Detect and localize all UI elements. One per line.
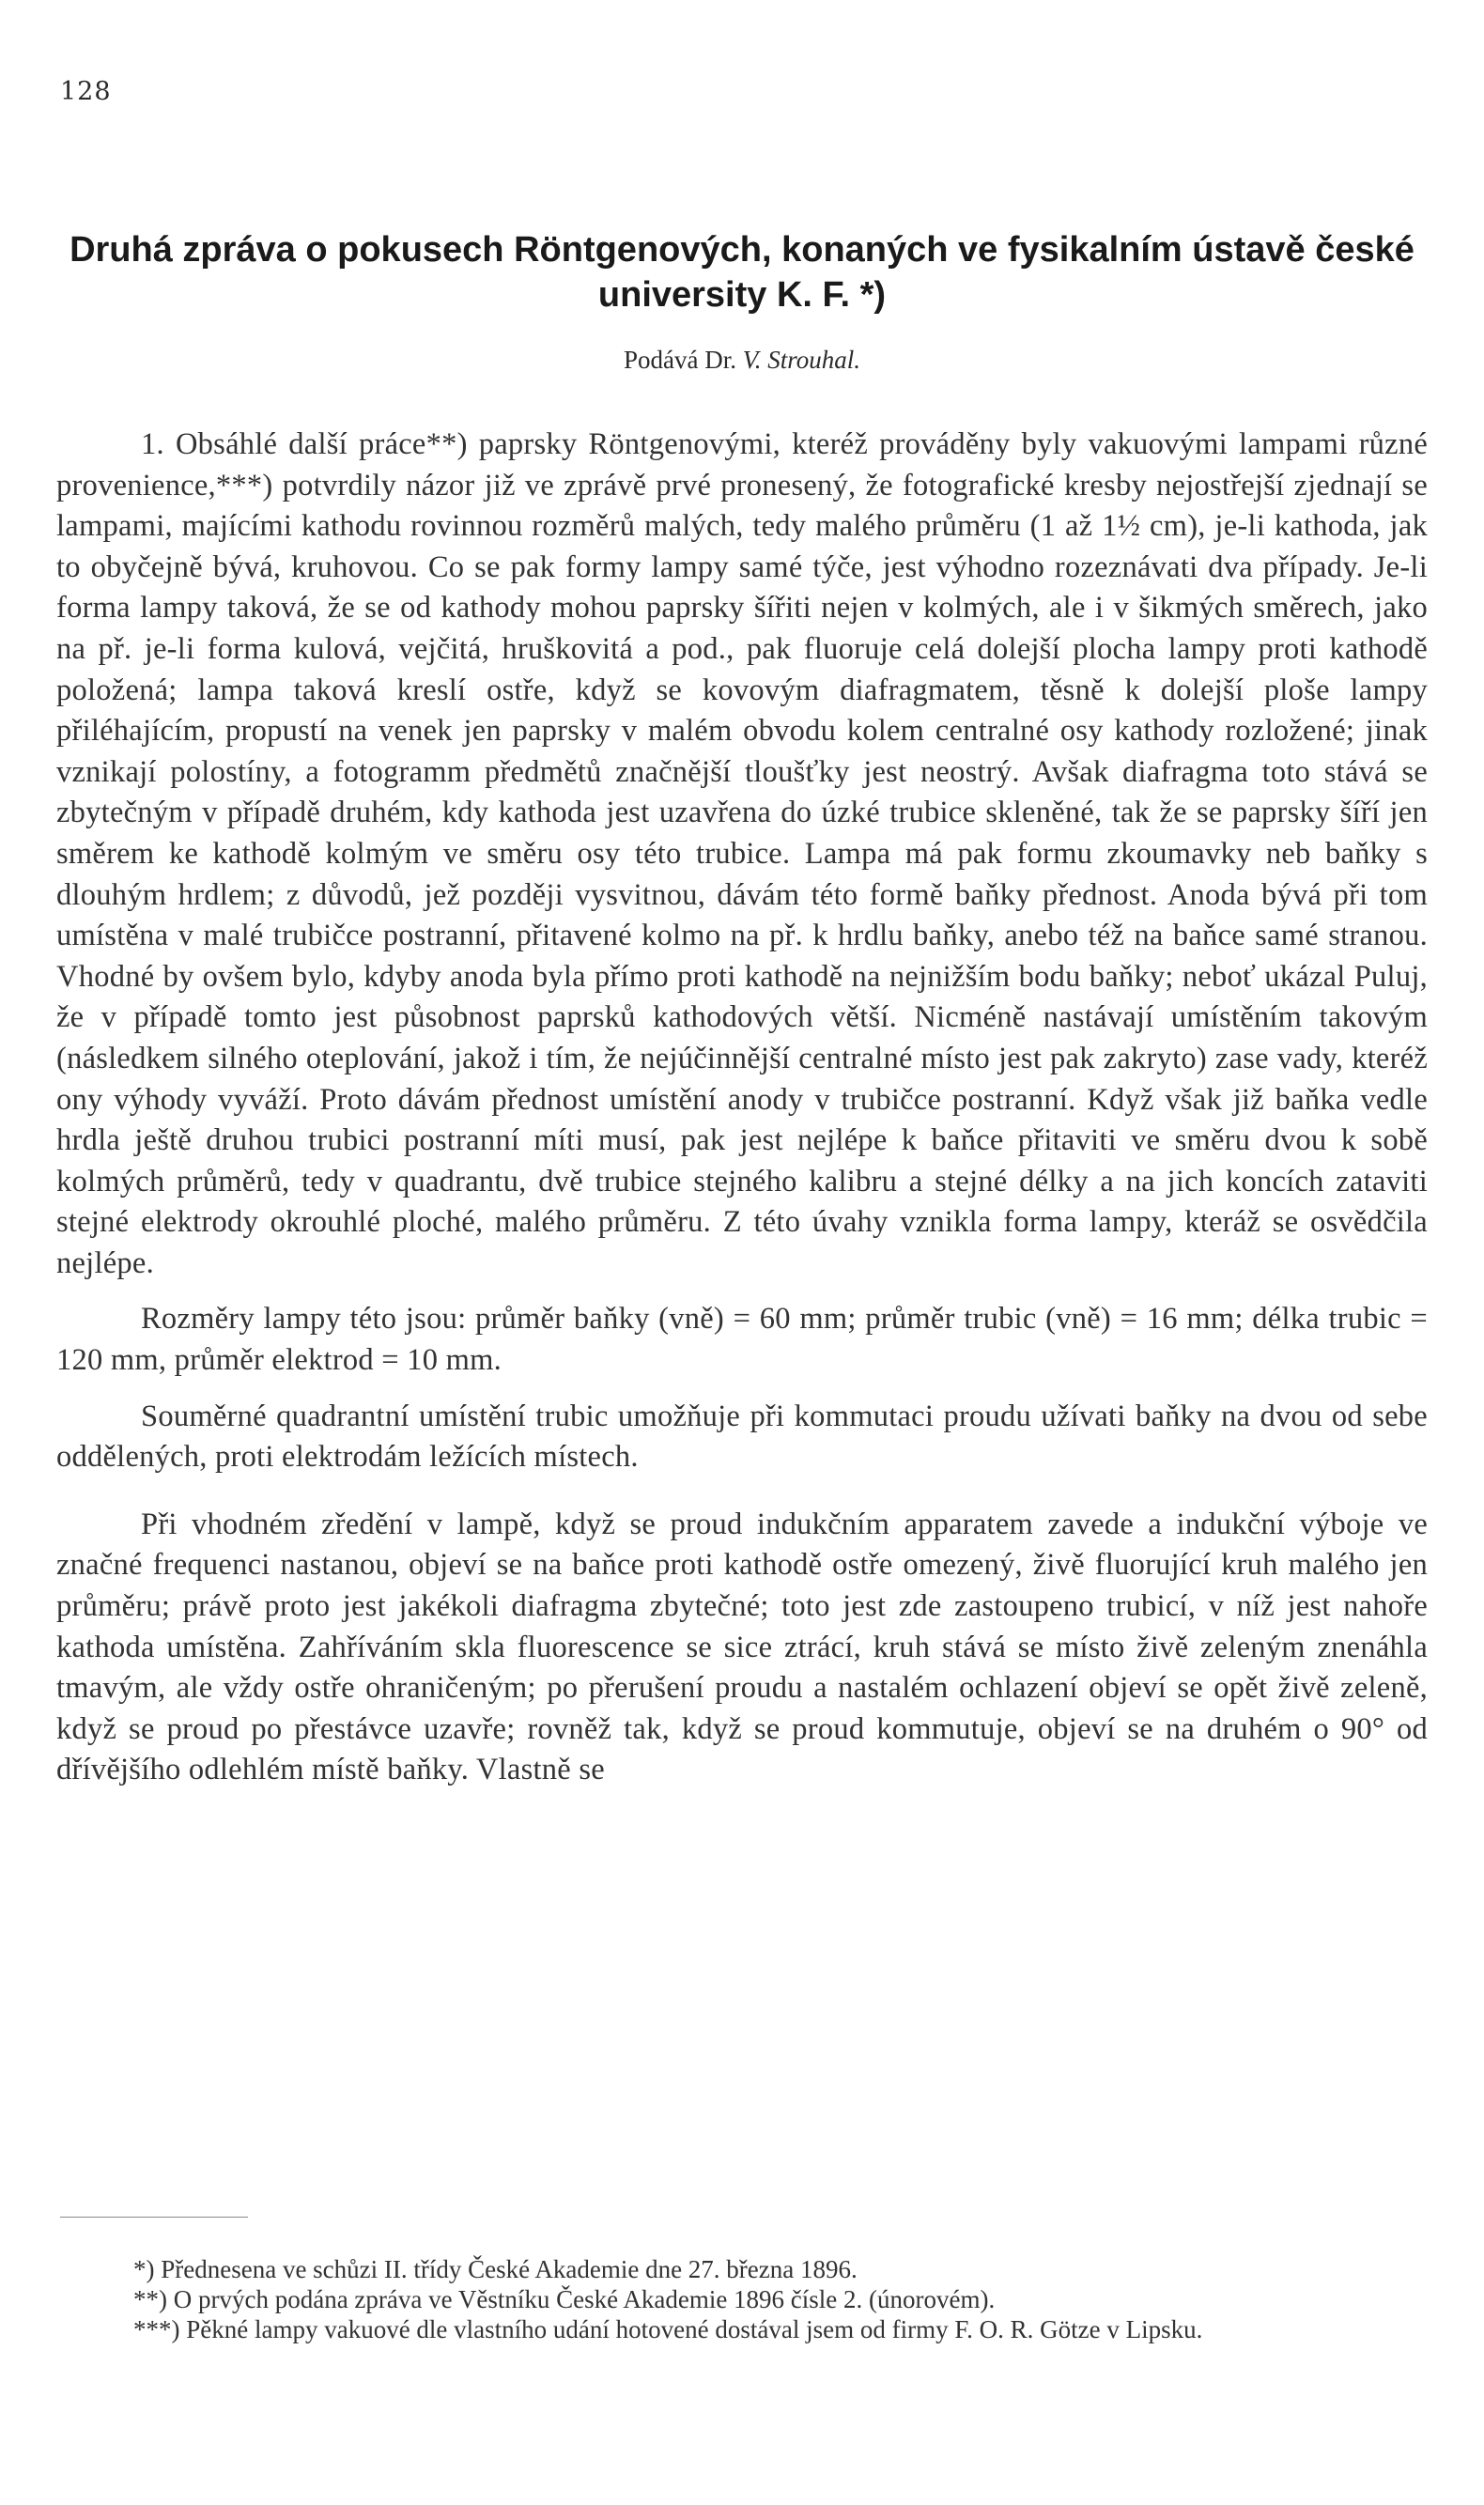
footnote-2: **) O prvých podána zpráva ve Věstníku České Akademie 1896 čísle 2. (únorovém).: [133, 2285, 996, 2313]
page-number: 128: [60, 77, 112, 106]
footnote-divider: [60, 2217, 248, 2218]
footnote-3: ***) Pěkné lampy vakuové dle vlastního udání hotovené dostával jsem od firmy F. O. R. Götze v Lipsku.: [133, 2315, 1203, 2343]
author-name: V. Strouhal.: [742, 346, 860, 374]
article-body: [56, 425, 1428, 1791]
author-line: [0, 346, 1484, 375]
footnotes: [56, 2254, 1428, 2344]
paragraph-4: Při vhodném zředění v lampě, když se proud indukčním apparatem zavede a indukční výboje ve značné frequenci nastanou, objeví se na baňce proti kathodě ostře omezený, živě fluorující kruh malého jen průměru; právě proto jest jakékoli diafragma zbytečné; toto jest zde zastoupeno trubicí, v níž jest nahoře kathoda umístěna. Zahříváním skla fluorescence se sice ztrácí, kruh stává se místo živě zeleným znenáhla tmavým, ale vždy ostře ohraničeným; po přerušení proudu a nastalém ochlazení objeví se opět živě zeleně, když se proud po přestávce uzavře; rovněž tak, když se proud kommutuje, objeví se na druhém o 90° od dřívějšího odlehlém místě baňky. Vlastně se: [56, 1507, 1428, 1787]
paragraph-1: 1. Obsáhlé další práce**) paprsky Röntgenovými, kteréž prováděny byly vakuovými lampami různé provenience,***) potvrdily názor již ve zprávě prvé pronesený, že fotografické kresby nejostřejší zjednají se lampami, majícími kathodu rovinnou rozměrů malých, tedy malého průměru (1 až 1½ cm), je-li kathoda, jak to obyčejně bývá, kruhovou. Co se pak formy lampy samé týče, jest výhodno rozeznávati dva případy. Je-li forma lampy taková, že se od kathody mohou paprsky šířiti nejen v kolmých, ale i v šikmých směrech, jako na př. je-li forma kulová, vejčitá, hruškovitá a pod., pak fluoruje celá dolejší plocha lampy proti kathodě položená; lampa taková kreslí ostře, když se kovovým diafragmatem, těsně k dolejší ploše lampy přiléhajícím, propustí na venek jen paprsky v malém obvodu kolem centralné osy kathody rozložené; jinak vznikají polostíny, a fotogramm předmětů značnější tloušťky jest neostrý. Avšak diafragma toto stává se zbytečným v případě druhém, kdy kathoda jest uzavřena do úzké trubice skleněné, tak že se paprsky šíří jen směrem ke kathodě kolmým ve směru osy této trubice. Lampa má pak formu zkoumavky neb baňky s dlouhým hrdlem; z důvodů, jež později vysvitnou, dávám této formě baňky přednost. Anoda bývá při tom umístěna v malé trubičce postranní, přitavené kolmo na př. k hrdlu baňky, anebo též na baňce samé stranou. Vhodné by ovšem bylo, kdyby anoda byla přímo proti kathodě na nejnižším bodu baňky; neboť ukázal Puluj, že v případě tomto jest působnost paprsků kathodových větší. Nicméně nastávají umístěním takovým (následkem silného oteplování, jakož i tím, že nejúčinnější centralné místo jest pak zakryto) zase vady, kteréž ony výhody vyváží. Proto dávám přednost umístění anody v trubičce postranní. Když však již baňka vedle hrdla ještě druhou trubici postranní míti musí, pak jest nejlépe k baňce přitaviti ve směru dvou k sobě kolmých průměrů, tedy v quadrantu, dvě trubice stejného kalibru a stejné délky a na jich koncích zataviti stejné elektrody okrouhlé ploché, malého průměru. Z této úvahy vznikla forma lampy, kteráž se osvědčila nejlépe.: [56, 427, 1428, 1280]
footnote-1: *) Přednesena ve schůzi II. třídy České Akademie dne 27. března 1896.: [133, 2255, 858, 2283]
author-prefix: Podává Dr.: [623, 346, 743, 374]
paragraph-2: Rozměry lampy této jsou: průměr baňky (vně) = 60 mm; průměr trubic (vně) = 16 mm; délka trubic = 120 mm, průměr elektrod = 10 mm.: [56, 1302, 1428, 1378]
paragraph-3: Souměrné quadrantní umístění trubic umožňuje při kommutaci proudu užívati baňky na dvou od sebe oddělených, proti elektrodám ležících místech.: [56, 1399, 1428, 1475]
article-title: Druhá zpráva o pokusech Röntgenových, konaných ve fysikalním ústavě české university K. F. *): [70, 230, 1414, 315]
